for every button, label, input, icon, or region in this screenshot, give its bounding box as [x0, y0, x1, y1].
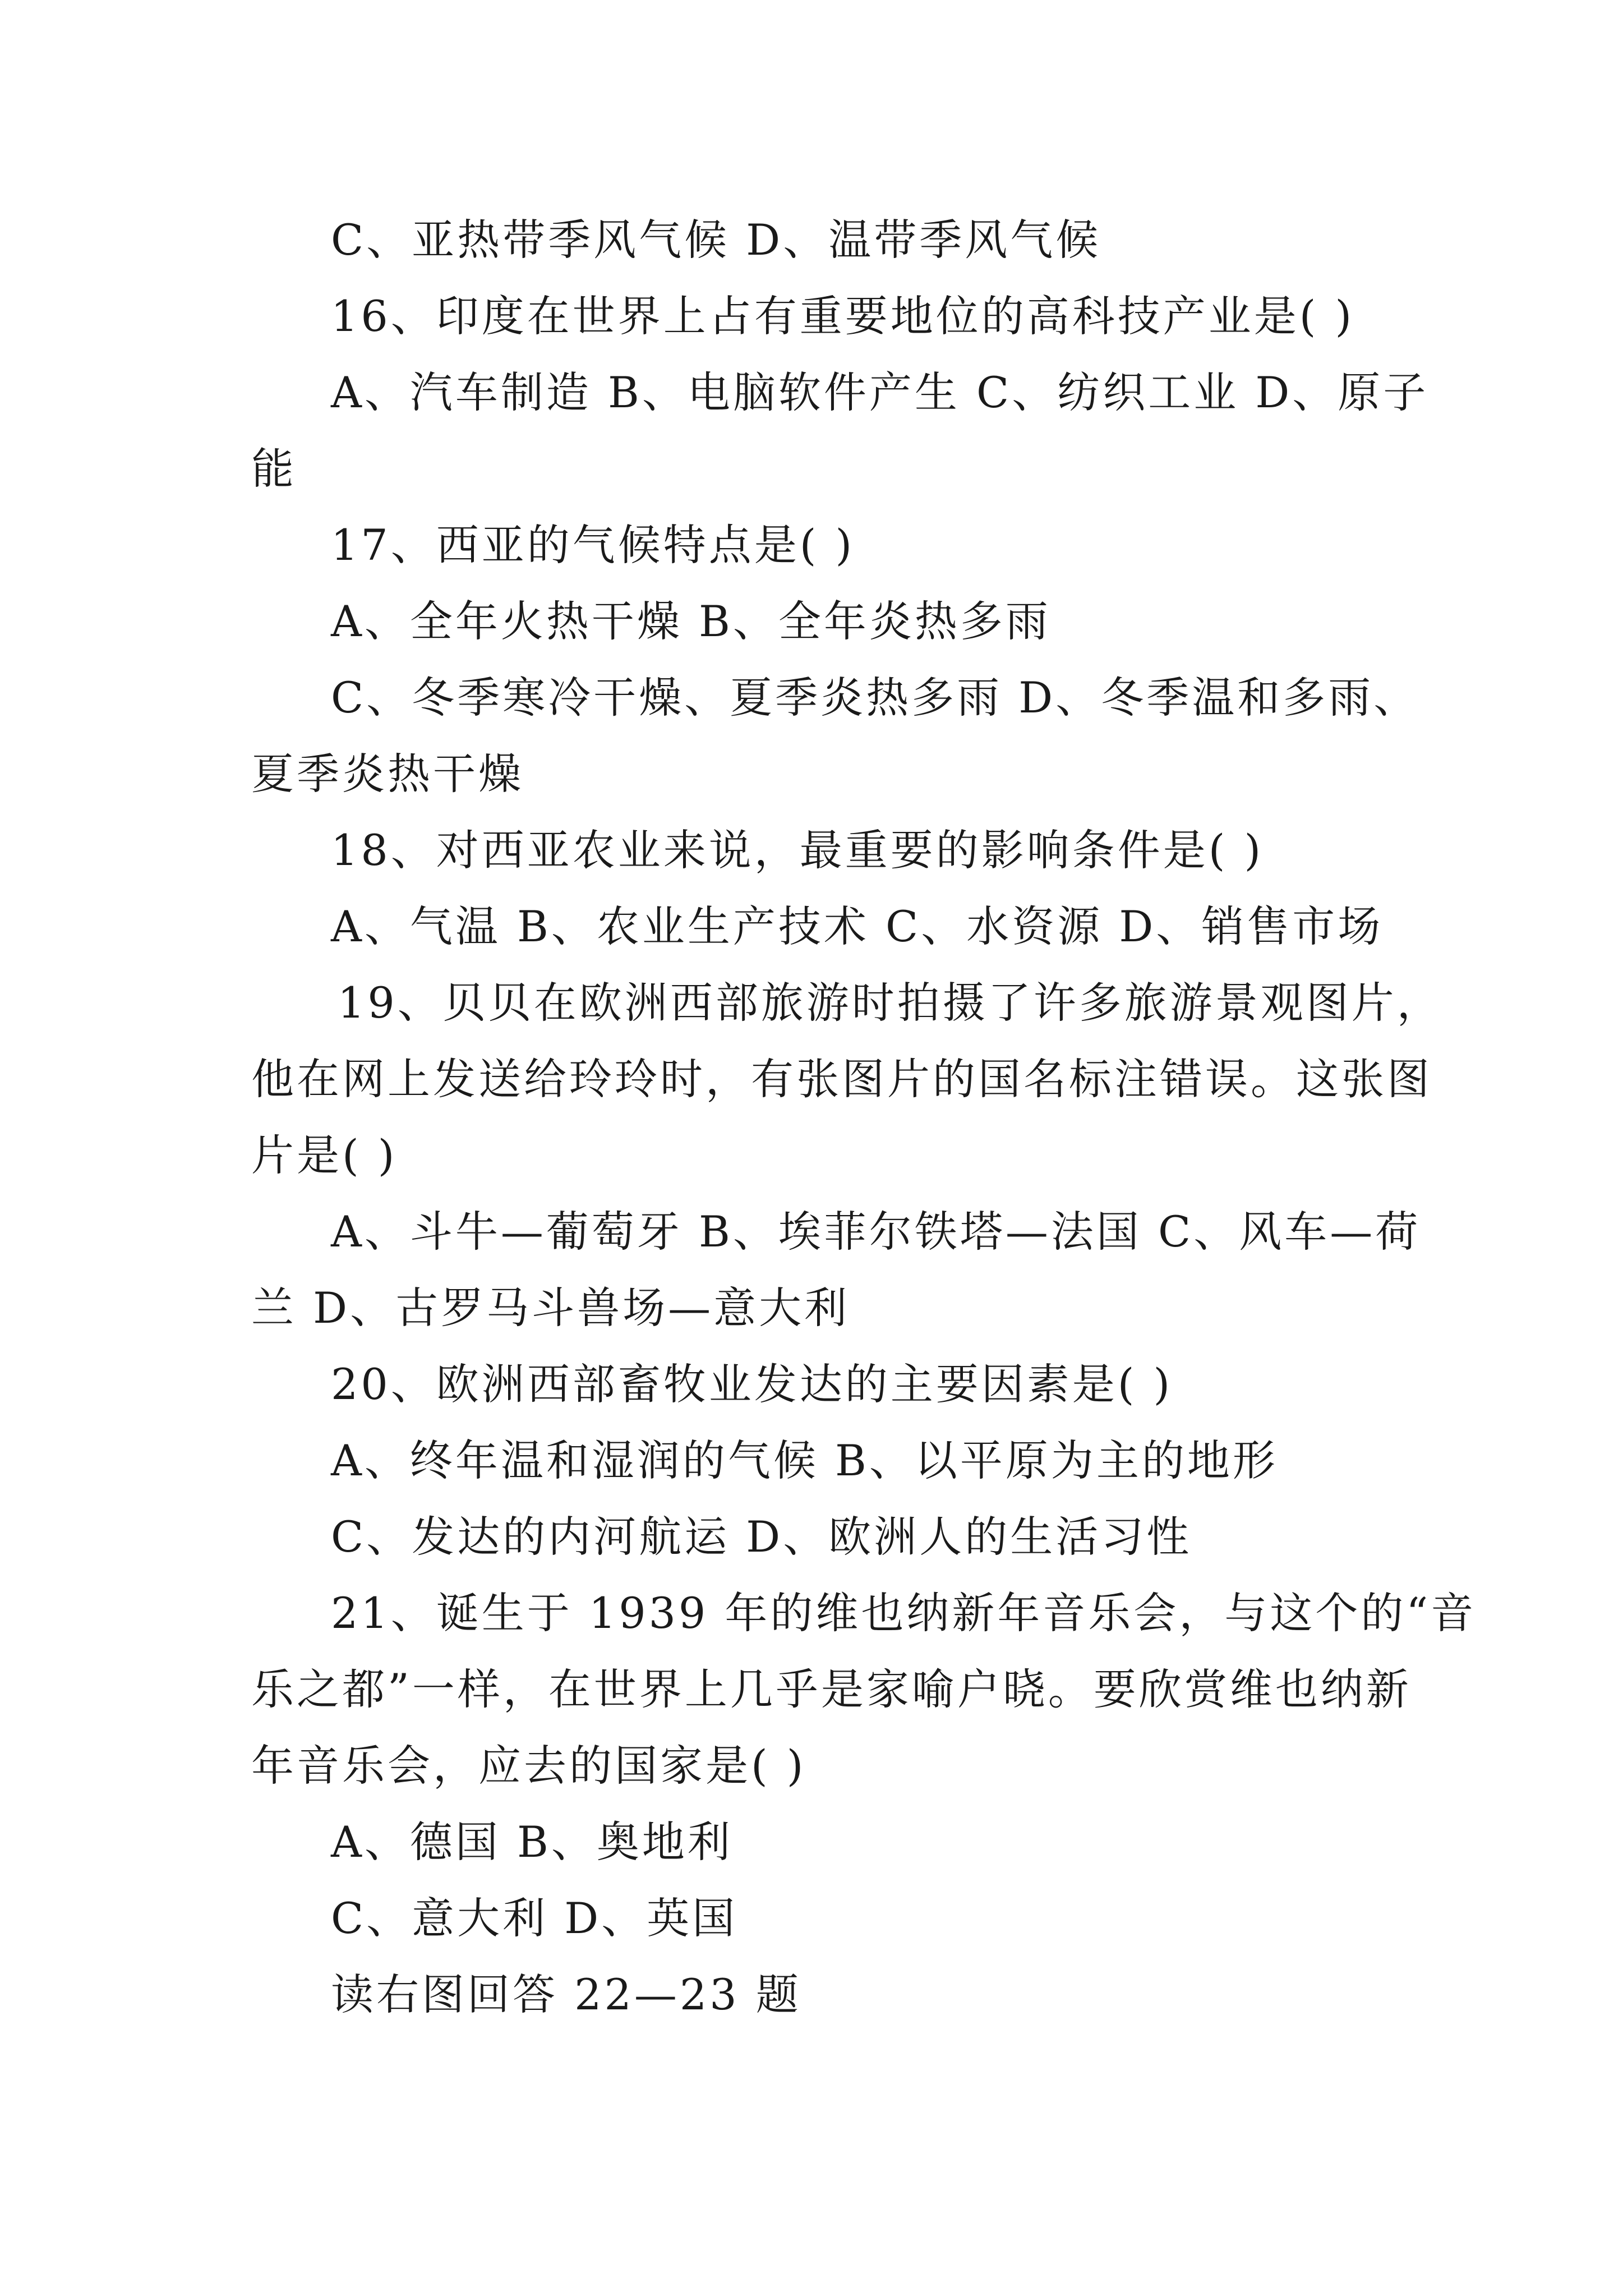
q16-stem: 16、印度在世界上占有重要地位的高科技产业是( ): [331, 291, 1355, 341]
q17-options-ab: A、全年火热干燥 B、全年炎热多雨: [331, 596, 1051, 646]
q17-stem: 17、西亚的气候特点是( ): [331, 520, 855, 570]
q19-stem-cont-1: 他在网上发送给玲玲时，有张图片的国名标注错误。这张图: [251, 1054, 1432, 1104]
figure-instruction: 读右图回答 22—23 题: [331, 1970, 801, 2019]
q19-options: A、斗牛—葡萄牙 B、埃菲尔铁塔—法国 C、风车—荷: [331, 1207, 1421, 1257]
q21-stem-cont-1: 乐之都”一样，在世界上几乎是家喻户晓。要欣赏维也纳新: [251, 1664, 1412, 1714]
q20-stem: 20、欧洲西部畜牧业发达的主要因素是( ): [331, 1359, 1173, 1409]
q21-options-cd: C、意大利 D、英国: [331, 1893, 738, 1943]
q17-options-cd-cont: 夏季炎热干燥: [251, 749, 524, 799]
q21-stem-cont-2: 年音乐会，应去的国家是( ): [251, 1741, 806, 1791]
q18-stem: 18、对西亚农业来说，最重要的影响条件是( ): [331, 825, 1264, 875]
q20-options-ab: A、终年温和湿润的气候 B、以平原为主的地形: [331, 1435, 1278, 1485]
q16-options-cont: 能: [251, 444, 297, 494]
q19-options-cont: 兰 D、古罗马斗兽场—意大利: [251, 1283, 850, 1333]
q19-stem: 19、贝贝在欧洲西部旅游时拍摄了许多旅游景观图片，: [338, 978, 1442, 1028]
q19-stem-cont-2: 片是( ): [251, 1130, 398, 1180]
q21-options-ab: A、德国 B、奥地利: [331, 1817, 733, 1867]
q20-options-cd: C、发达的内河航运 D、欧洲人的生活习性: [331, 1512, 1192, 1562]
q15-options-cd: C、亚热带季风气候 D、温带季风气候: [331, 215, 1101, 265]
q18-options: A、气温 B、农业生产技术 C、水资源 D、销售市场: [331, 901, 1384, 951]
q17-options-cd: C、冬季寒冷干燥、夏季炎热多雨 D、冬季温和多雨、: [331, 673, 1419, 723]
q21-stem: 21、诞生于 1939 年的维也纳新年音乐会，与这个的“音: [331, 1588, 1477, 1638]
q16-options: A、汽车制造 B、电脑软件产生 C、纺织工业 D、原子: [331, 367, 1429, 417]
